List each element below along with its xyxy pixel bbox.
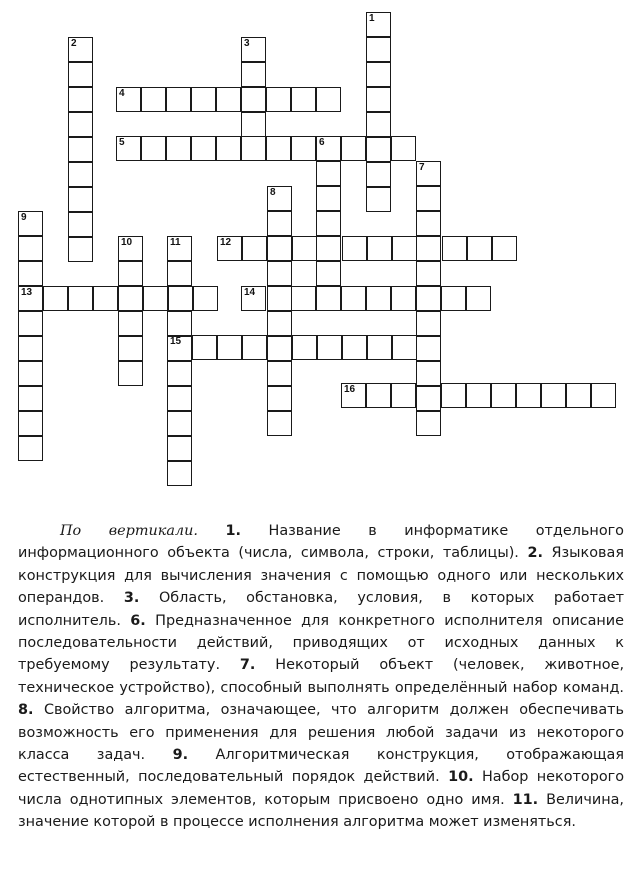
clue-9-number: 9. bbox=[172, 747, 189, 764]
grid-cell[interactable] bbox=[416, 411, 441, 436]
grid-cell[interactable] bbox=[241, 62, 266, 87]
grid-cell[interactable] bbox=[68, 87, 93, 112]
grid-cell[interactable] bbox=[68, 187, 93, 212]
grid-cell[interactable] bbox=[217, 335, 242, 360]
grid-cell[interactable] bbox=[366, 383, 391, 408]
grid-cell[interactable] bbox=[416, 286, 441, 311]
grid-cell[interactable] bbox=[141, 136, 166, 161]
grid-cell[interactable] bbox=[291, 87, 316, 112]
grid-cell[interactable] bbox=[166, 136, 191, 161]
grid-cell[interactable] bbox=[416, 311, 441, 336]
grid-cell[interactable] bbox=[416, 261, 441, 286]
grid-cell[interactable] bbox=[366, 62, 391, 87]
grid-cell[interactable] bbox=[118, 361, 143, 386]
grid-cell[interactable] bbox=[167, 311, 192, 336]
clue-8-number: 8. bbox=[18, 702, 34, 719]
grid-cell[interactable] bbox=[291, 286, 316, 311]
grid-cell[interactable] bbox=[68, 162, 93, 187]
grid-cell[interactable] bbox=[267, 386, 292, 411]
grid-cell[interactable] bbox=[442, 236, 467, 261]
grid-cell[interactable] bbox=[68, 286, 93, 311]
clue-number-9: 9 bbox=[21, 212, 27, 223]
grid-cell[interactable] bbox=[18, 411, 43, 436]
grid-cell[interactable] bbox=[18, 236, 43, 261]
grid-cell[interactable] bbox=[342, 236, 367, 261]
grid-cell[interactable] bbox=[216, 136, 241, 161]
grid-cell[interactable] bbox=[566, 383, 591, 408]
grid-cell[interactable] bbox=[292, 335, 317, 360]
grid-cell[interactable] bbox=[416, 236, 441, 261]
grid-cell[interactable] bbox=[491, 383, 516, 408]
grid-cell[interactable] bbox=[367, 335, 392, 360]
clue-number-1: 1 bbox=[369, 13, 375, 24]
grid-cell[interactable] bbox=[267, 261, 292, 286]
grid-cell[interactable] bbox=[316, 236, 341, 261]
grid-cell[interactable] bbox=[18, 361, 43, 386]
grid-cell[interactable] bbox=[441, 383, 466, 408]
grid-cell[interactable] bbox=[366, 162, 391, 187]
grid-cell[interactable] bbox=[292, 236, 317, 261]
grid-cell[interactable] bbox=[167, 411, 192, 436]
grid-cell[interactable] bbox=[492, 236, 517, 261]
clue-7-text: Некоторый объект (человек, животное, техническое устройство), способный выполнять определённый набор команд. bbox=[18, 657, 625, 696]
grid-cell[interactable] bbox=[267, 361, 292, 386]
clue-3-text: Область, обстановка, условия, в которых работает исполнитель. bbox=[18, 590, 624, 629]
grid-cell[interactable] bbox=[267, 311, 292, 336]
clue-3-number: 3. bbox=[123, 590, 140, 607]
grid-cell[interactable] bbox=[316, 161, 341, 186]
grid-cell[interactable] bbox=[416, 186, 441, 211]
grid-cell[interactable] bbox=[241, 87, 266, 112]
grid-cell[interactable] bbox=[267, 336, 292, 361]
grid-cell[interactable] bbox=[541, 383, 566, 408]
grid-cell[interactable] bbox=[416, 386, 441, 411]
clue-number-11: 11 bbox=[170, 237, 181, 248]
grid-cell[interactable] bbox=[466, 383, 491, 408]
grid-cell[interactable] bbox=[392, 236, 417, 261]
grid-cell[interactable] bbox=[391, 383, 416, 408]
grid-cell[interactable] bbox=[317, 335, 342, 360]
grid-cell[interactable] bbox=[416, 361, 441, 386]
grid-cell[interactable] bbox=[68, 112, 93, 137]
clue-2-number: 2. bbox=[527, 545, 543, 562]
grid-cell[interactable] bbox=[366, 187, 391, 212]
grid-cell[interactable] bbox=[118, 311, 143, 336]
clue-number-13: 13 bbox=[21, 287, 33, 298]
grid-cell[interactable] bbox=[316, 186, 341, 211]
grid-cell[interactable] bbox=[93, 286, 118, 311]
grid-cell[interactable] bbox=[241, 136, 266, 161]
grid-cell[interactable] bbox=[216, 87, 241, 112]
grid-cell[interactable] bbox=[392, 335, 417, 360]
grid-cell[interactable] bbox=[68, 137, 93, 162]
grid-cell[interactable] bbox=[118, 261, 143, 286]
grid-cell[interactable] bbox=[191, 87, 216, 112]
grid-cell[interactable] bbox=[466, 286, 491, 311]
grid-cell[interactable] bbox=[591, 383, 616, 408]
grid-cell[interactable] bbox=[291, 136, 316, 161]
clue-number-16: 16 bbox=[344, 384, 356, 395]
clue-number-14: 14 bbox=[244, 287, 256, 298]
grid-cell[interactable] bbox=[366, 37, 391, 62]
clue-8-text: Свойство алгоритма, означающее, что алгоритм должен обеспечивать возможность его применения для решения любой задачи из некоторого класса задач. bbox=[18, 702, 625, 764]
grid-cell[interactable] bbox=[266, 136, 291, 161]
grid-cell[interactable] bbox=[267, 286, 292, 311]
grid-cell[interactable] bbox=[516, 383, 541, 408]
clue-number-15: 15 bbox=[170, 336, 182, 347]
clue-number-2: 2 bbox=[71, 38, 77, 49]
grid-cell[interactable] bbox=[316, 286, 341, 311]
grid-cell[interactable] bbox=[192, 335, 217, 360]
grid-cell[interactable] bbox=[341, 136, 366, 161]
grid-cell[interactable] bbox=[68, 237, 93, 262]
grid-cell[interactable] bbox=[118, 286, 143, 311]
clue-11-number: 11. bbox=[512, 791, 539, 808]
grid-cell[interactable] bbox=[242, 236, 267, 261]
grid-cell[interactable] bbox=[118, 336, 143, 361]
clue-number-3: 3 bbox=[244, 38, 250, 49]
grid-cell[interactable] bbox=[68, 62, 93, 87]
grid-cell[interactable] bbox=[167, 261, 192, 286]
grid-cell[interactable] bbox=[241, 112, 266, 137]
clue-number-8: 8 bbox=[270, 187, 276, 198]
grid-cell[interactable] bbox=[267, 211, 292, 236]
grid-cell[interactable] bbox=[191, 136, 216, 161]
grid-cell[interactable] bbox=[342, 335, 367, 360]
grid-cell[interactable] bbox=[68, 212, 93, 237]
clue-7-number: 7. bbox=[239, 657, 256, 674]
grid-cell[interactable] bbox=[316, 211, 341, 236]
grid-cell[interactable] bbox=[143, 286, 168, 311]
clue-number-10: 10 bbox=[121, 237, 133, 248]
grid-cell[interactable] bbox=[316, 261, 341, 286]
grid-cell[interactable] bbox=[43, 286, 68, 311]
clue-number-12: 12 bbox=[220, 237, 232, 248]
grid-cell[interactable] bbox=[141, 87, 166, 112]
clues-text bbox=[18, 520, 624, 834]
clue-9-text: Алгоритмическая конструкция, отображающая естественный, последовательный порядок действий. bbox=[18, 747, 624, 786]
clue-2-text: Языковая конструкция для вычисления значения с помощью одного или нескольких операндов. bbox=[18, 545, 624, 607]
grid-cell[interactable] bbox=[467, 236, 492, 261]
clue-11-text: Величина, значение которой в процессе исполнения алгоритма может изменяться. bbox=[18, 791, 625, 831]
grid-cell[interactable] bbox=[341, 286, 366, 311]
grid-cell[interactable] bbox=[391, 136, 416, 161]
grid-cell[interactable] bbox=[267, 236, 292, 261]
grid-cell[interactable] bbox=[18, 261, 43, 286]
grid-cell[interactable] bbox=[18, 436, 43, 461]
clues-heading: По вертикали. bbox=[60, 523, 198, 539]
grid-cell[interactable] bbox=[441, 286, 466, 311]
grid-cell[interactable] bbox=[167, 461, 192, 486]
grid-cell[interactable] bbox=[167, 436, 192, 461]
grid-cell[interactable] bbox=[316, 87, 341, 112]
clue-number-6: 6 bbox=[319, 137, 325, 148]
grid-cell[interactable] bbox=[267, 411, 292, 436]
clue-1-text: Название в информатике отдельного информационного объекта (числа, символа, строки, таблицы). bbox=[18, 523, 624, 562]
grid-cell[interactable] bbox=[242, 335, 267, 360]
grid-cell[interactable] bbox=[193, 286, 218, 311]
grid-cell[interactable] bbox=[366, 137, 391, 162]
grid-cell[interactable] bbox=[367, 236, 392, 261]
grid-cell[interactable] bbox=[366, 286, 391, 311]
clue-number-7: 7 bbox=[419, 162, 425, 173]
grid-cell[interactable] bbox=[18, 386, 43, 411]
grid-cell[interactable] bbox=[416, 336, 441, 361]
clue-number-4: 4 bbox=[119, 88, 125, 99]
clue-10-number: 10. bbox=[448, 769, 474, 786]
grid-cell[interactable] bbox=[166, 87, 191, 112]
clue-6-text: Предназначенное для конкретного исполнителя описание последовательности действий, приводящих от исходных данных к требуемому результату. bbox=[18, 612, 625, 674]
grid-cell[interactable] bbox=[18, 336, 43, 361]
clue-1-number: 1. bbox=[225, 523, 241, 539]
grid-cell[interactable] bbox=[266, 87, 291, 112]
grid-cell[interactable] bbox=[416, 211, 441, 236]
grid-cell[interactable] bbox=[167, 386, 192, 411]
grid-cell[interactable] bbox=[168, 286, 193, 311]
grid-cell[interactable] bbox=[18, 311, 43, 336]
clue-6-number: 6. bbox=[130, 612, 146, 629]
grid-cell[interactable] bbox=[366, 87, 391, 112]
grid-cell[interactable] bbox=[391, 286, 416, 311]
grid-cell[interactable] bbox=[167, 361, 192, 386]
clue-number-5: 5 bbox=[119, 137, 125, 148]
grid-cell[interactable] bbox=[366, 112, 391, 137]
clue-10-text: Набор некоторого числа однотипных элементов, которым присвоено одно имя. bbox=[18, 769, 625, 808]
